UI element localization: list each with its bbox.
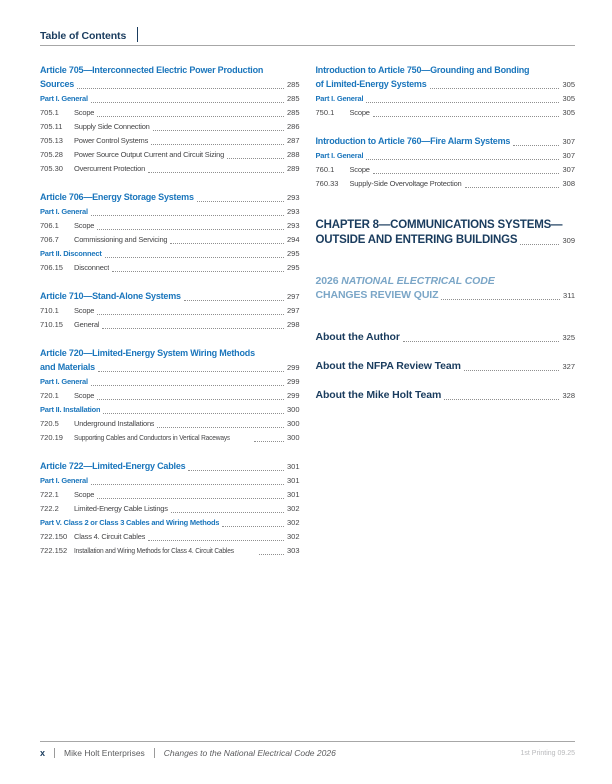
toc-section — [40, 346, 300, 445]
page-number: 302 — [286, 504, 300, 513]
section-title: and Materials — [40, 362, 95, 372]
toc-entry-row — [40, 516, 300, 530]
part-label: Part I. General — [40, 377, 88, 386]
entry-label: Commissioning and Servicing — [74, 235, 168, 244]
entry-number: 705.28 — [40, 150, 63, 159]
dot-leader — [441, 299, 560, 300]
page-number: 300 — [286, 419, 300, 428]
dot-leader — [188, 470, 284, 471]
toc-entry-row — [40, 148, 300, 162]
entry-label: Supply Side Connection — [74, 122, 150, 131]
dot-leader — [97, 116, 284, 117]
dot-leader — [148, 540, 284, 541]
dot-leader — [184, 300, 284, 301]
entry-number: 705.13 — [40, 136, 63, 145]
dot-leader — [151, 144, 284, 145]
section-title: Article 722—Limited-Energy Cables — [40, 461, 186, 471]
toc-entry-row — [40, 431, 300, 445]
about-label: About the Mike Holt Team — [315, 389, 442, 401]
dot-leader — [102, 328, 284, 329]
entry-number: 760.1 — [315, 165, 335, 174]
toc-entry-row — [40, 233, 300, 247]
quiz-title-italic: NATIONAL ELECTRICAL CODE — [341, 275, 495, 287]
toc-entry-row — [40, 247, 300, 261]
about-row — [316, 359, 576, 374]
section-title-line: Introduction to Article 750—Grounding and Bonding — [315, 65, 530, 75]
page-number: 300 — [286, 433, 300, 442]
dot-leader — [77, 88, 284, 89]
footer-divider-bar — [154, 748, 155, 758]
footer-page-number: x — [40, 748, 46, 758]
section-title-line: Article 705—Interconnected Electric Power Production — [40, 65, 264, 75]
section-title: of Limited-Energy Systems — [315, 79, 427, 89]
toc-entry-row — [40, 403, 300, 417]
page-number: 295 — [286, 263, 300, 272]
page-number: 302 — [286, 518, 300, 527]
page-number: 309 — [562, 236, 575, 245]
footer-book-title: Changes to the National Electrical Code 2026 — [163, 748, 336, 758]
part-label: Part I. General — [40, 476, 88, 485]
toc-entry-row — [40, 318, 300, 332]
entry-number: 760.33 — [315, 179, 339, 188]
toc-column-left — [40, 63, 300, 572]
header-rule — [40, 45, 575, 46]
toc-column-right — [316, 63, 576, 572]
section-title: Article 710—Stand-Alone Systems — [40, 291, 181, 301]
dot-leader — [197, 201, 284, 202]
dot-leader — [157, 427, 284, 428]
dot-leader — [444, 399, 559, 400]
page-number: 295 — [286, 249, 300, 258]
page-number: 308 — [562, 179, 575, 188]
entry-number: 722.152 — [40, 546, 68, 555]
part-label: Part II. Installation — [40, 405, 101, 414]
entry-number: 706.15 — [40, 263, 63, 272]
page-number: 297 — [286, 292, 300, 301]
toc-section — [316, 218, 576, 248]
entry-label: Limited-Energy Cable Listings — [74, 504, 168, 513]
toc-entry-row — [40, 488, 300, 502]
entry-number: 705.1 — [40, 108, 59, 117]
part-label: Part I. General — [315, 151, 364, 160]
toc-section — [40, 63, 300, 176]
entry-number: 705.11 — [40, 122, 63, 131]
toc-section — [40, 459, 300, 558]
page-number: 305 — [562, 80, 575, 89]
dot-leader — [98, 371, 284, 372]
page-number: 301 — [286, 476, 300, 485]
dot-leader — [97, 399, 284, 400]
dot-leader — [97, 314, 284, 315]
entry-number: 710.15 — [40, 320, 63, 329]
section-title-row — [40, 77, 300, 92]
section-title-row — [40, 190, 300, 205]
page-number: 305 — [562, 108, 575, 117]
toc-entry-row — [316, 177, 576, 191]
dot-leader — [91, 385, 284, 386]
section-title: Article 706—Energy Storage Systems — [40, 192, 194, 202]
page-number: 307 — [562, 137, 575, 146]
dot-leader — [373, 116, 560, 117]
dot-leader — [222, 526, 284, 527]
toc-entry-row — [316, 149, 576, 163]
footer-printing-note: 1st Printing 09.25 — [520, 749, 575, 757]
page-number: 297 — [286, 306, 300, 315]
footer-divider-bar — [54, 748, 55, 758]
entry-number: 722.150 — [40, 532, 68, 541]
entry-number: 720.5 — [40, 419, 59, 428]
page-number: 328 — [562, 391, 575, 400]
toc-entry-row — [316, 106, 576, 120]
page-number: 288 — [286, 150, 300, 159]
dot-leader — [97, 229, 284, 230]
entry-label: Scope — [74, 221, 95, 230]
dot-leader — [520, 244, 559, 245]
toc-section — [40, 289, 300, 332]
part-label: Part I. General — [40, 207, 88, 216]
toc-entry-row — [40, 530, 300, 544]
entry-label: Power Control Systems — [74, 136, 149, 145]
dot-leader — [105, 257, 284, 258]
toc-entry-row — [40, 134, 300, 148]
entry-number: 722.1 — [40, 490, 59, 499]
footer-publisher: Mike Holt Enterprises — [64, 748, 145, 758]
page-number: 289 — [286, 164, 300, 173]
toc-entry-row — [40, 304, 300, 318]
section-title: Sources — [40, 79, 75, 89]
section-title-row — [316, 77, 576, 92]
toc-entry-row — [40, 417, 300, 431]
entry-label: Supporting Cables and Conductors in Vertical Raceways — [74, 433, 231, 442]
entry-number: 706.7 — [40, 235, 59, 244]
entry-number: 710.1 — [40, 306, 59, 315]
page-number: 293 — [286, 207, 300, 216]
entry-label: Supply-Side Overvoltage Protection — [349, 179, 462, 188]
section-title-row — [40, 289, 300, 304]
chapter-title: OUTSIDE AND ENTERING BUILDINGS — [315, 234, 518, 246]
dot-leader — [254, 441, 284, 442]
page-number: 325 — [562, 333, 575, 342]
page-number: 299 — [286, 391, 300, 400]
page-number: 298 — [286, 320, 300, 329]
section-title-row — [316, 134, 576, 149]
section-title-row — [40, 360, 300, 375]
toc-section — [40, 190, 300, 275]
about-row — [316, 388, 576, 403]
entry-number: 720.1 — [40, 391, 59, 400]
toc-section — [316, 388, 576, 403]
toc-section — [316, 274, 576, 303]
entry-label: General — [74, 320, 100, 329]
dot-leader — [259, 554, 284, 555]
chapter-title-row — [316, 233, 576, 248]
page-number: 301 — [286, 462, 300, 471]
section-title-row — [40, 459, 300, 474]
entry-number: 722.2 — [40, 504, 59, 513]
page-number: 303 — [286, 546, 300, 555]
dot-leader — [464, 370, 560, 371]
section-title: Introduction to Article 760—Fire Alarm Systems — [315, 136, 511, 146]
dot-leader — [227, 158, 284, 159]
quiz-title-line — [316, 274, 576, 288]
entry-number: 720.19 — [40, 433, 63, 442]
entry-number: 750.1 — [315, 108, 335, 117]
about-label: About the NFPA Review Team — [315, 360, 461, 372]
dot-leader — [366, 159, 559, 160]
dot-leader — [430, 88, 560, 89]
entry-label: Scope — [74, 490, 95, 499]
toc-entry-row — [40, 502, 300, 516]
toc-entry-row — [316, 163, 576, 177]
toc-entry-row — [40, 219, 300, 233]
dot-leader — [513, 145, 559, 146]
page-number: 287 — [286, 136, 300, 145]
entry-label: Underground Installations — [74, 419, 155, 428]
toc-entry-row — [316, 92, 576, 106]
toc-section — [316, 359, 576, 374]
toc-entry-row — [40, 375, 300, 389]
dot-leader — [403, 341, 560, 342]
dot-leader — [465, 187, 560, 188]
toc-section — [316, 330, 576, 345]
part-label: Part I. General — [40, 94, 88, 103]
page-number: 285 — [286, 108, 300, 117]
toc-columns — [40, 63, 575, 572]
part-label: Part II. Disconnect — [40, 249, 102, 258]
entry-number: 705.30 — [40, 164, 63, 173]
toc-entry-row — [40, 92, 300, 106]
toc-section — [316, 63, 576, 120]
dot-leader — [148, 172, 284, 173]
page-number: 293 — [286, 221, 300, 230]
toc-entry-row — [40, 544, 300, 558]
page-number: 307 — [562, 165, 575, 174]
dot-leader — [171, 512, 284, 513]
entry-label: Installation and Wiring Methods for Class 4. Circuit Cables — [74, 546, 234, 555]
entry-label: Scope — [74, 306, 95, 315]
page-number: 327 — [562, 362, 575, 371]
page-footer — [40, 741, 575, 758]
toc-entry-row — [40, 106, 300, 120]
page-header — [40, 26, 575, 44]
dot-leader — [366, 102, 559, 103]
page-number: 293 — [286, 193, 300, 202]
page-number: 300 — [286, 405, 300, 414]
dot-leader — [153, 130, 284, 131]
toc-entry-row — [40, 120, 300, 134]
quiz-title: CHANGES REVIEW QUIZ — [315, 289, 439, 301]
entry-label: Disconnect — [74, 263, 110, 272]
entry-label: Scope — [74, 108, 95, 117]
dot-leader — [373, 173, 560, 174]
page-number: 294 — [286, 235, 300, 244]
toc-entry-row — [40, 474, 300, 488]
quiz-title-row — [316, 288, 576, 303]
page-title: Table of Contents — [40, 30, 127, 42]
dot-leader — [170, 243, 284, 244]
entry-label: Class 4. Circuit Cables — [74, 532, 146, 541]
section-title-line: Article 720—Limited-Energy System Wiring Methods — [40, 348, 255, 358]
page-number: 285 — [286, 94, 300, 103]
part-label: Part V. Class 2 or Class 3 Cables and Wiring Methods — [40, 518, 220, 527]
toc-entry-row — [40, 162, 300, 176]
toc-entry-row — [40, 261, 300, 275]
header-divider-bar — [137, 27, 138, 42]
dot-leader — [91, 484, 284, 485]
about-row — [316, 330, 576, 345]
dot-leader — [103, 413, 284, 414]
chapter-title-line: CHAPTER 8—COMMUNICATIONS SYSTEMS— — [315, 219, 563, 231]
page-number: 311 — [563, 291, 575, 300]
toc-section — [316, 134, 576, 191]
entry-number: 706.1 — [40, 221, 59, 230]
page-number: 299 — [286, 377, 300, 386]
page-number: 305 — [562, 94, 575, 103]
entry-label: Power Source Output Current and Circuit Sizing — [74, 150, 225, 159]
entry-label: Scope — [349, 108, 370, 117]
page-number: 301 — [286, 490, 300, 499]
entry-label: Scope — [74, 391, 95, 400]
about-label: About the Author — [315, 331, 400, 343]
page-number: 299 — [286, 363, 300, 372]
toc-entry-row — [40, 205, 300, 219]
part-label: Part I. General — [315, 94, 364, 103]
quiz-title-year: 2026 — [315, 275, 342, 287]
page-number: 285 — [286, 80, 300, 89]
page-number: 302 — [286, 532, 300, 541]
dot-leader — [91, 102, 284, 103]
page-number: 286 — [286, 122, 300, 131]
page-number: 307 — [562, 151, 575, 160]
dot-leader — [112, 271, 284, 272]
dot-leader — [91, 215, 284, 216]
entry-label: Overcurrent Protection — [74, 164, 146, 173]
dot-leader — [97, 498, 284, 499]
entry-label: Scope — [349, 165, 370, 174]
toc-entry-row — [40, 389, 300, 403]
